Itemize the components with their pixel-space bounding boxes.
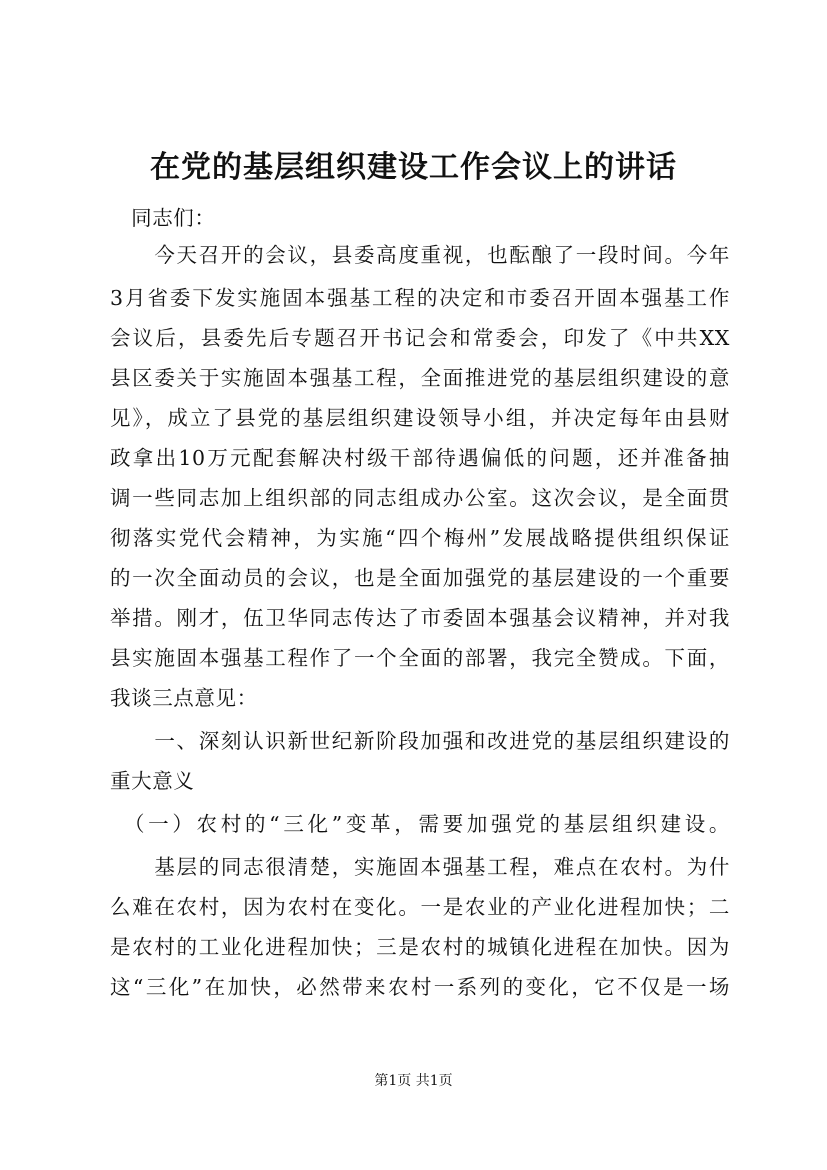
paragraph-line: 3月省委下发实施固本强基工程的决定和市委召开固本强基工作 <box>110 286 730 310</box>
page-number-footer: 第1页 共1页 <box>374 1073 453 1089</box>
paragraph-line: 彻落实党代会精神，为实施“四个梅州”发展战略提供组织保证 <box>110 526 730 550</box>
paragraph-line: 县实施固本强基工程作了一个全面的部署，我完全赞成。下面， <box>110 646 730 670</box>
section-heading-line: 一、深刻认识新世纪新阶段加强和改进党的基层组织建设的 <box>110 729 730 753</box>
paragraph-line: 的一次全面动员的会议，也是全面加强党的基层建设的一个重要 <box>110 566 730 590</box>
paragraph-line: 举措。刚才，伍卫华同志传达了市委固本强基会议精神，并对我 <box>110 606 730 630</box>
document-title: 在党的基层组织建设工作会议上的讲话 <box>150 150 677 185</box>
paragraph-line: 么难在农村，因为农村在变化。一是农业的产业化进程加快；二 <box>110 895 730 919</box>
paragraph-line: 政拿出10万元配套解决村级干部待遇偏低的问题，还并准备抽 <box>110 446 730 470</box>
paragraph-line: 调一些同志加上组织部的同志组成办公室。这次会议，是全面贯 <box>110 486 730 510</box>
paragraph-line: 会议后，县委先后专题召开书记会和常委会，印发了《中共XX <box>110 326 730 350</box>
paragraph-line: 是农村的工业化进程加快；三是农村的城镇化进程在加快。因为 <box>110 935 730 959</box>
paragraph-line: 今天召开的会议，县委高度重视，也酝酿了一段时间。今年 <box>110 243 730 267</box>
paragraph-line: 见》，成立了县党的基层组织建设领导小组，并决定每年由县财 <box>110 406 730 430</box>
paragraph-line: 基层的同志很清楚，实施固本强基工程，难点在农村。为什 <box>110 855 730 879</box>
subsection-heading-line: （一）农村的“三化”变革，需要加强党的基层组织建设。 <box>110 812 730 836</box>
salutation-line: 同志们： <box>110 206 216 230</box>
paragraph-line: 我谈三点意见： <box>110 686 258 710</box>
paragraph-line: 这“三化”在加快，必然带来农村一系列的变化，它不仅是一场 <box>110 975 730 999</box>
section-heading-line: 重大意义 <box>110 769 195 793</box>
paragraph-line: 县区委关于实施固本强基工程，全面推进党的基层组织建设的意 <box>110 366 730 390</box>
